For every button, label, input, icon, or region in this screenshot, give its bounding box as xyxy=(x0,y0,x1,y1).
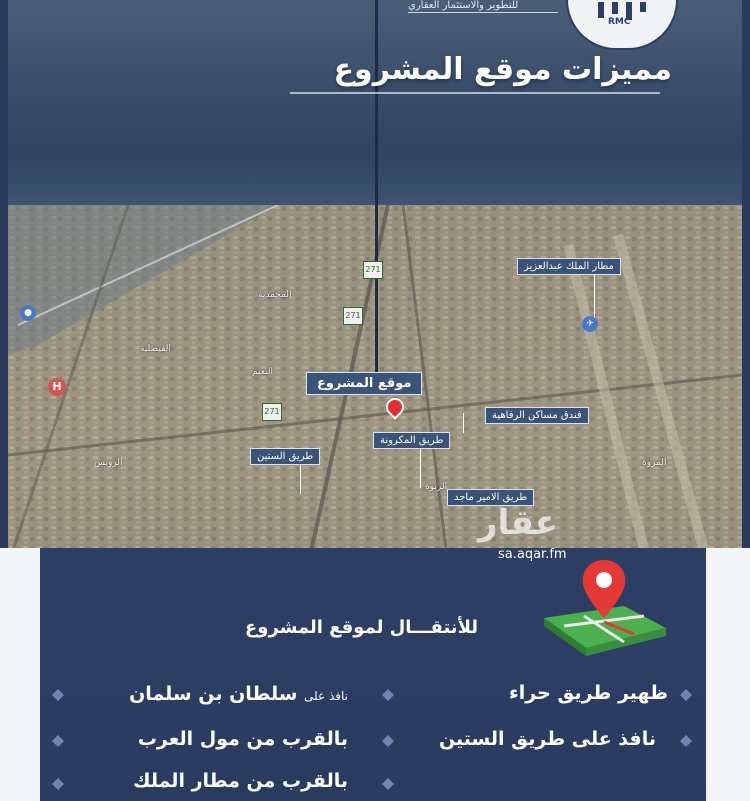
aqar-watermark-logo: عقار xyxy=(478,503,559,543)
feature-sultan-main: سلطان بن سلمان xyxy=(129,683,298,705)
bullet-icon xyxy=(382,735,394,747)
hospital-icon: H xyxy=(48,378,66,396)
logo-text: RMC xyxy=(608,17,631,27)
bullet-icon xyxy=(382,778,394,790)
page-title: مميزات موقع المشروع xyxy=(333,52,672,87)
hotel-leader xyxy=(463,413,464,433)
route-shield: 271 xyxy=(343,307,363,325)
airplane-icon: ✈ xyxy=(582,316,598,332)
company-name: للتطوير والاستثمار العقاري xyxy=(408,0,519,11)
airport-label: مطار الملك عبدالعزيز xyxy=(517,258,621,275)
bullet-icon xyxy=(680,689,692,701)
feature-sultan xyxy=(129,683,348,705)
district-label: المحمدية xyxy=(258,290,292,300)
left-margin xyxy=(0,548,40,801)
feature-mall: بالقرب من مول العرب xyxy=(137,728,348,750)
title-underline xyxy=(290,92,660,94)
feature-hiraa: ظهير طريق حراء xyxy=(509,682,668,704)
feature-sitteen: نافذ على طريق الستين xyxy=(438,728,656,750)
company-underline xyxy=(408,12,558,13)
route-shield: 271 xyxy=(262,403,282,421)
poi-icon: ● xyxy=(20,305,36,321)
access-location-link[interactable]: للأنتقـــال لموقع المشروع xyxy=(244,617,478,638)
bullet-icon xyxy=(680,735,692,747)
makarona-road-label: طريق المكرونة xyxy=(373,432,450,449)
makarona-leader xyxy=(420,448,421,488)
feature-airport: بالقرب من مطار الملك xyxy=(133,770,348,792)
feature-sultan-prefix: نافذ على xyxy=(304,689,348,703)
district-label: الربوة xyxy=(425,482,448,492)
bullet-icon xyxy=(382,689,394,701)
right-margin xyxy=(706,548,750,801)
district-label: المروة xyxy=(642,458,667,468)
airport-leader xyxy=(594,274,595,318)
sitteen-leader xyxy=(300,464,301,494)
district-label: الفيصلية xyxy=(140,344,171,354)
aqar-watermark-site: sa.aqar.fm xyxy=(498,547,567,562)
hotel-label: فندق مساكن الرفاهية xyxy=(485,407,589,424)
map-pin-icon xyxy=(534,556,674,664)
sitteen-road-label: طريق الستين xyxy=(250,448,320,465)
route-shield: 271 xyxy=(363,261,383,279)
project-location-label: موقع المشروع xyxy=(306,372,422,395)
bullet-icon xyxy=(52,689,64,701)
prince-majed-road-label: طريق الامير ماجد xyxy=(447,489,534,506)
bullet-icon xyxy=(52,735,64,747)
district-label: الرويس xyxy=(94,458,123,468)
bullet-icon xyxy=(52,778,64,790)
district-label: النعيم xyxy=(252,367,274,377)
